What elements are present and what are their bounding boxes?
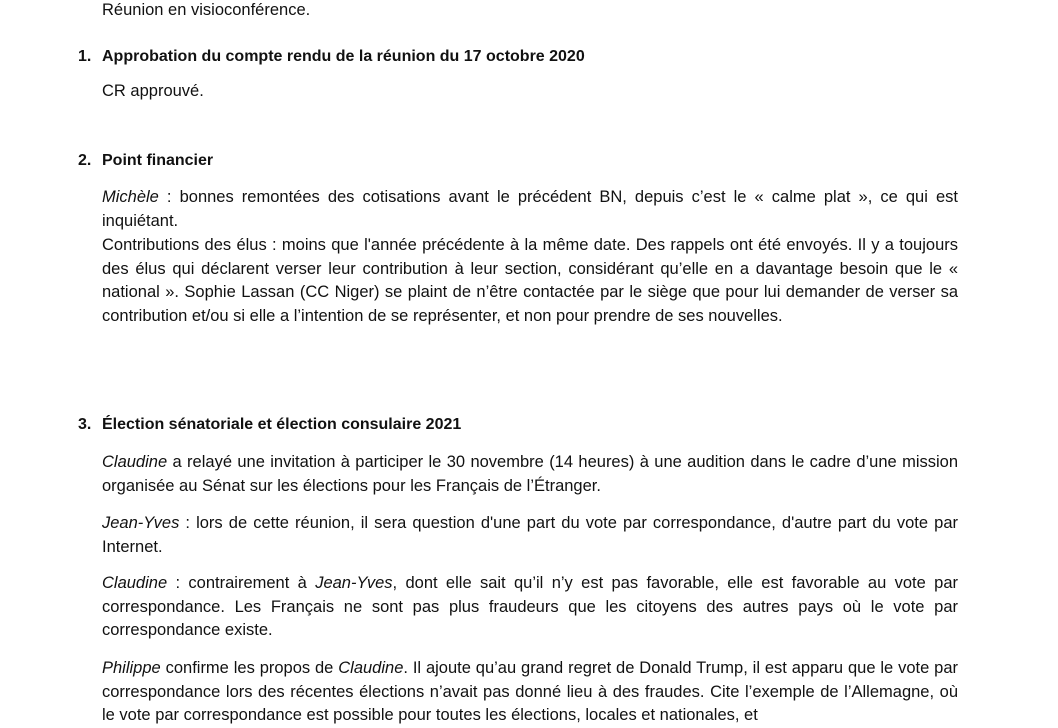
section-3-number: 3.	[78, 416, 92, 433]
meeting-mode-line: Réunion en visioconférence.	[102, 1, 311, 19]
section-1-body: CR approuvé.	[102, 82, 204, 100]
section-3-paragraph-3	[102, 572, 958, 643]
paragraph-text: : lors de cette réunion, il sera question d'une part du vote par correspondance, d'autre part du vote par Internet.	[102, 514, 958, 556]
section-1-heading	[78, 45, 585, 69]
section-2-heading	[78, 149, 213, 173]
speaker-name: Claudine	[102, 574, 168, 592]
section-1-number: 1.	[78, 48, 92, 65]
speaker-name: Michèle	[102, 188, 159, 206]
section-1-title: Approbation du compte rendu de la réunion du 17 octobre 2020	[102, 48, 585, 65]
paragraph-text: . Il ajoute qu’au grand regret de Donald Trump, il est apparu que le vote par correspondance lors des récentes élections n’avait pas donné lieu à des fraudes. Cite l’exemple de l’Allemagne, où le vote par correspondance est possible pour toutes les élections, locales et nationales, et	[102, 659, 958, 725]
paragraph-text: a relayé une invitation à participer le 30 novembre (14 heures) à une audition dans le cadre d’une mission organisée au Sénat sur les élections pour les Français de l’Étranger.	[102, 453, 958, 495]
section-3-paragraph-2	[102, 512, 958, 559]
speaker-name: Philippe	[102, 659, 161, 677]
paragraph-text: : bonnes remontées des cotisations avant le précédent BN, depuis c’est le « calme plat », ce qui est inquiétant.	[102, 188, 958, 230]
section-2-paragraph-1	[102, 186, 958, 233]
paragraph-text: , dont elle sait qu’il n’y est pas favorable, elle est favorable au vote par correspondance. Les Français ne sont pas plus fraudeurs que les citoyens des autres pays où le vote par correspondance existe.	[102, 574, 958, 640]
paragraph-text: confirme les propos de	[160, 659, 339, 677]
section-3-paragraph-1	[102, 451, 958, 498]
section-2-number: 2.	[78, 152, 92, 169]
section-3-heading	[78, 413, 461, 437]
speaker-name: Jean-Yves	[102, 514, 180, 532]
speaker-name: Jean-Yves	[315, 574, 393, 592]
section-3-paragraph-4	[102, 657, 958, 728]
section-2-paragraph-2	[102, 234, 958, 329]
speaker-name: Claudine	[338, 659, 404, 677]
paragraph-text: : contrairement à	[167, 574, 316, 592]
speaker-name: Claudine	[102, 453, 168, 471]
section-3-title: Élection sénatoriale et élection consulaire 2021	[102, 416, 462, 433]
section-2-title: Point financier	[102, 152, 214, 169]
paragraph-text: Contributions des élus : moins que l'année précédente à la même date. Des rappels ont été envoyés. Il y a toujours des élus qui déclarent verser leur contribution à leur section, considérant qu’elle en a davantage besoin que le « national ». Sophie Lassan (CC Niger) se plaint de n’être contactée par le siège que pour lui demander de verser sa contribution et/ou si elle a l’intention de se représenter, et non pour prendre de ses nouvelles.	[102, 236, 958, 326]
